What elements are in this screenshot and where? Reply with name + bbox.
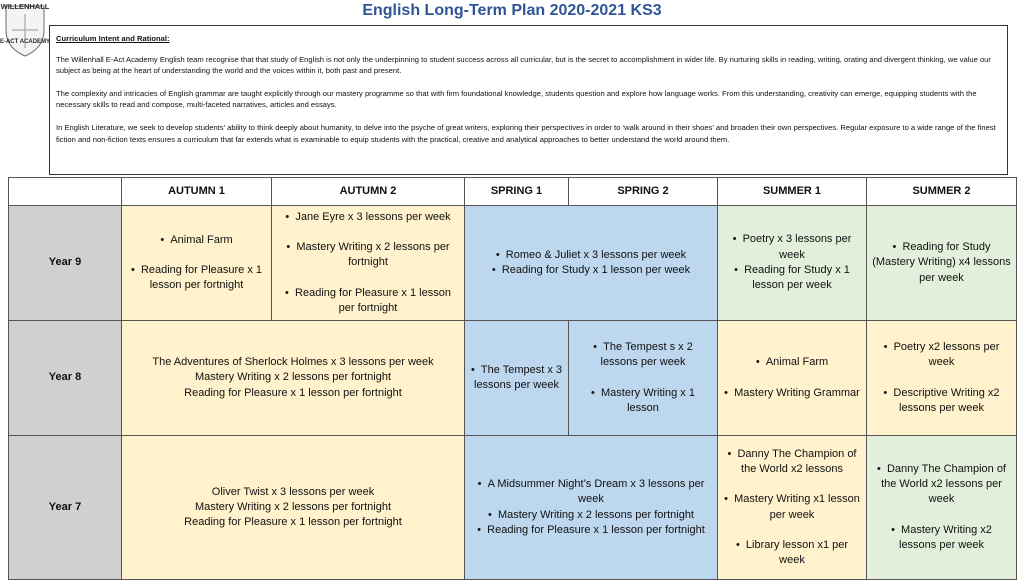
cell-y9-autumn-2 — [272, 206, 465, 321]
cell-y7-spring — [465, 436, 718, 580]
cell-y9-autumn-1 — [122, 206, 272, 321]
cell-y8-spring-1 — [465, 321, 569, 436]
list-item: • Animal Farm — [127, 233, 266, 248]
cell-line: Mastery Writing x 2 lessons per fortnight — [194, 371, 392, 384]
logo-text-bottom: E-ACT ACADEMY — [0, 39, 50, 45]
cell-y9-summer-1 — [718, 206, 867, 321]
list-item: • Reading for Study x 1 lesson per week — [470, 263, 712, 278]
cell-y7-summer-1 — [718, 436, 867, 580]
cell-y7-summer-2 — [867, 436, 1017, 580]
table-row-year-9 — [9, 206, 1017, 321]
cell-y8-summer-1 — [718, 321, 867, 436]
list-item: • Animal Farm — [723, 355, 861, 370]
cell-y8-spring-2 — [569, 321, 718, 436]
list-item: • Mastery Writing x 2 lessons per fortnight — [470, 508, 712, 523]
list-item: • Mastery Writing x 1 lesson — [574, 386, 712, 417]
list-item: • Descriptive Writing x2 lessons per week — [872, 386, 1011, 417]
cell-line: The Adventures of Sherlock Holmes x 3 lessons per week — [152, 356, 434, 369]
table-row-year-7 — [9, 436, 1017, 580]
list-item: • Mastery Writing x1 lesson per week — [723, 492, 861, 523]
list-item: • Danny The Champion of the World x2 lessons per week — [872, 462, 1011, 508]
header-autumn-2: AUTUMN 2 — [272, 178, 465, 206]
list-item: • The Tempest x 3 lessons per week — [470, 363, 563, 394]
long-term-plan-table — [8, 177, 1017, 580]
cell-y8-autumn — [122, 321, 465, 436]
list-item: • The Tempest s x 2 lessons per week — [574, 340, 712, 371]
list-item: • Romeo & Juliet x 3 lessons per week — [470, 248, 712, 263]
header-summer-2: SUMMER 2 — [867, 178, 1017, 206]
cell-y9-spring — [465, 206, 718, 321]
list-item: • A Midsummer Night’s Dream x 3 lessons per week — [470, 477, 712, 508]
cell-y8-summer-2 — [867, 321, 1017, 436]
list-item: • Poetry x2 lessons per week — [872, 340, 1011, 371]
logo-text-top: WILLENHALL — [0, 2, 50, 11]
intent-paragraph-3: In English Literature, we seek to develop students’ ability to think deeply about humanity, to delve into the psyche of great writers, exploring their perspectives in order to ‘walk around in their shoes’ and broaden their own perspectives. Regular exposure to a wide range of the finest fiction and non-fiction texts ensures a curriculum that far extends what is examinable to equip students with the practical, creative and analytical approaches to better understand the world around them. — [56, 122, 996, 144]
cell-line: Reading for Pleasure x 1 lesson per fortnight — [184, 386, 402, 399]
header-spring-2: SPRING 2 — [569, 178, 718, 206]
header-autumn-1: AUTUMN 1 — [122, 178, 272, 206]
list-item: • Danny The Champion of the World x2 lessons — [723, 447, 861, 478]
list-item: • Reading for Pleasure x 1 lesson per fortnight — [127, 263, 266, 294]
intent-paragraph-2: The complexity and intricacies of English grammar are taught explicitly through our mastery programme so that with firm foundational knowledge, students question and explore how language works. From this understanding, creativity can emerge, equipping students with the necessary skills to read and compose, multi-faceted narratives, articles and essays. — [56, 88, 977, 110]
list-item: • Reading for Pleasure x 1 lesson per fortnight — [277, 286, 459, 317]
table-header-row — [9, 178, 1017, 206]
row-label-year-9: Year 9 — [9, 206, 122, 321]
list-item: • Library lesson x1 per week — [723, 538, 861, 569]
header-corner — [9, 178, 122, 206]
cell-line: Reading for Pleasure x 1 lesson per fortnight — [184, 516, 402, 529]
list-item: • Mastery Writing x 2 lessons per fortnight — [277, 240, 459, 271]
header-summer-1: SUMMER 1 — [718, 178, 867, 206]
list-item: • Reading for Pleasure x 1 lesson per fortnight — [470, 523, 712, 538]
list-item: • Reading for Study x 1 lesson per week — [723, 263, 861, 294]
cell-y9-summer-2 — [867, 206, 1017, 321]
header-spring-1: SPRING 1 — [465, 178, 569, 206]
cell-line: Mastery Writing x 2 lessons per fortnight — [194, 500, 392, 513]
cell-y7-autumn — [122, 436, 465, 580]
list-item: • Poetry x 3 lessons per week — [723, 232, 861, 263]
row-label-year-7: Year 7 — [9, 436, 122, 580]
list-item: • Reading for Study (Mastery Writing) x4 lessons per week — [872, 240, 1011, 286]
curriculum-intent-box — [49, 25, 1008, 175]
cell-line: Oliver Twist x 3 lessons per week — [211, 485, 375, 498]
list-item: • Mastery Writing x2 lessons per week — [872, 523, 1011, 554]
page-title: English Long-Term Plan 2020-2021 KS3 — [362, 2, 662, 19]
intent-paragraph-1: The Willenhall E-Act Academy English team recognise that that study of English is not only the underpinning to student success across all curricular, but is the secret to accomplishment in wider life. By nurturing skills in reading, writing, orating and divergent thinking, we value our subject as being at the heart of understanding the world and the voices within it, both past and present. — [56, 54, 991, 76]
row-label-year-8: Year 8 — [9, 321, 122, 436]
table-row-year-8 — [9, 321, 1017, 436]
list-item: • Jane Eyre x 3 lessons per week — [277, 210, 459, 225]
intent-heading: Curriculum Intent and Rational: — [56, 34, 170, 43]
list-item: • Mastery Writing Grammar — [723, 386, 861, 401]
